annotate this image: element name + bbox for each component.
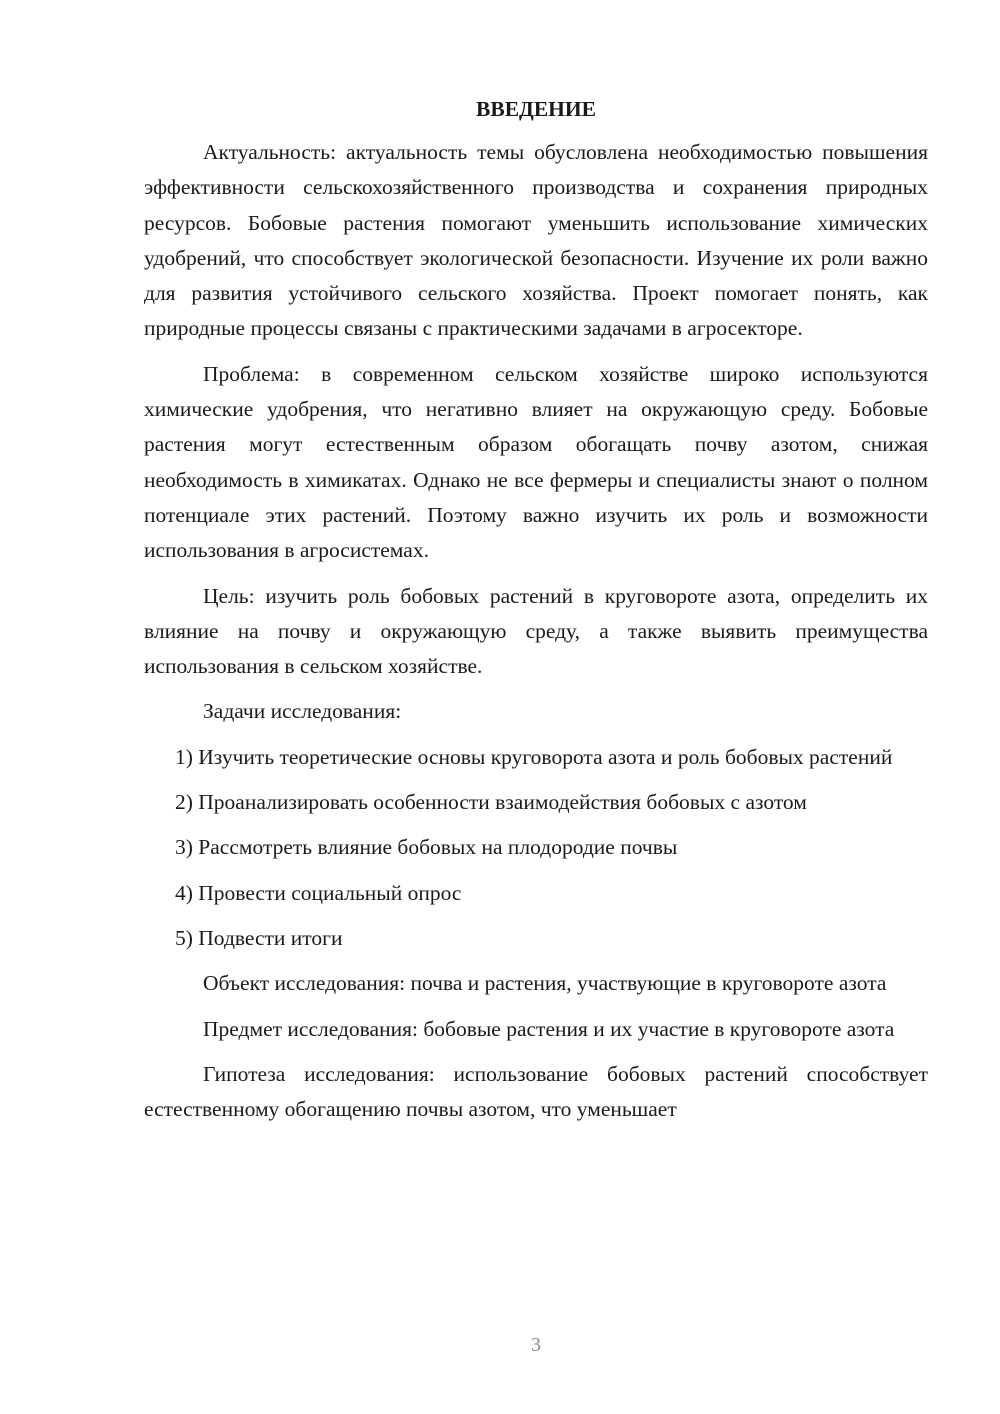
- research-object-paragraph: Объект исследования: почва и растения, участвующие в круговороте азота: [203, 971, 887, 996]
- research-subject-paragraph: Предмет исследования: бобовые растения и их участие в круговороте азота: [203, 1016, 895, 1041]
- page-number: 3: [531, 1334, 541, 1356]
- task-item-2: 2) Проанализировать особенности взаимодействия бобовых с азотом: [175, 790, 807, 815]
- research-hypothesis-paragraph: Гипотеза исследования: использование бобовых растений способствует естественному обогащению почвы азотом, что уменьшает: [144, 1061, 928, 1122]
- tasks-heading: Задачи исследования:: [203, 699, 402, 724]
- task-item-4: 4) Провести социальный опрос: [175, 880, 462, 905]
- page-content: [144, 92, 928, 1137]
- goal-paragraph: Цель: изучить роль бобовых растений в круговороте азота, определить их влияние на почву и окружающую среду, а также выявить преимущества использования в сельском хозяйстве.: [144, 583, 928, 679]
- section-title: ВВЕДЕНИЕ: [476, 97, 596, 121]
- problem-paragraph: Проблема: в современном сельском хозяйстве широко используются химические удобрения, что негативно влияет на окружающую среду. Бобовые растения могут естественным образом обогащать почву азотом, снижая необходимость в химикатах. Однако не все фермеры и специалисты знают о полном потенциале этих растений. Поэтому важно изучить их роль и возможности использования в агросистемах.: [144, 361, 928, 563]
- task-item-5: 5) Подвести итоги: [175, 925, 343, 950]
- task-item-3: 3) Рассмотреть влияние бобовых на плодородие почвы: [175, 835, 678, 860]
- relevance-paragraph: Актуальность: актуальность темы обусловлена необходимостью повышения эффективности сельскохозяйственного производства и сохранения природных ресурсов. Бобовые растения помогают уменьшить использование химических удобрений, что способствует экологической безопасности. Изучение их роли важно для развития устойчивого сельского хозяйства. Проект помогает понять, как природные процессы связаны с практическими задачами в агросекторе.: [144, 140, 928, 341]
- task-item-1: 1) Изучить теоретические основы круговорота азота и роль бобовых растений: [175, 744, 893, 769]
